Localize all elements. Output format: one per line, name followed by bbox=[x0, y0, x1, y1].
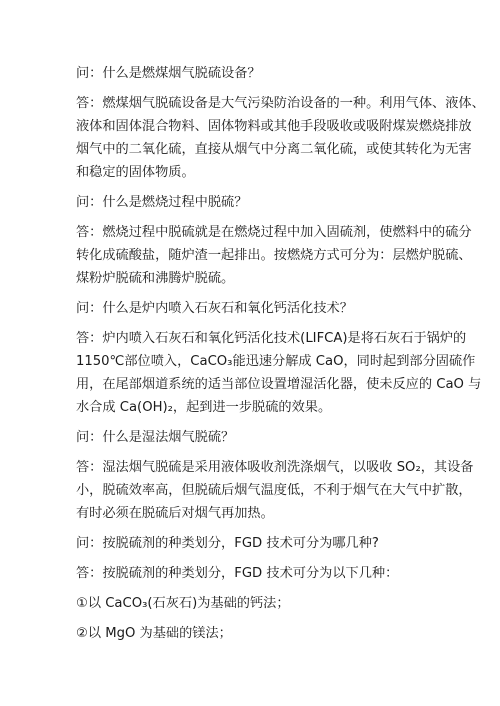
text-line: 转化成硫酸盐，随炉渣一起排出。按燃烧方式可分为：层燃炉脱硫、 bbox=[76, 248, 472, 263]
answer-paragraph bbox=[76, 221, 472, 290]
answer-paragraph bbox=[76, 456, 474, 525]
answer-paragraph bbox=[76, 562, 448, 585]
text-line: 液体和固体混合物料、固体物料或其他手段吸收或吸附煤炭燃烧排放 bbox=[76, 119, 472, 134]
text-line: 问：什么是燃烧过程中脱硫？ bbox=[76, 195, 248, 210]
answer-paragraph bbox=[76, 327, 482, 419]
text-line: 问：什么是燃煤烟气脱硫设备？ bbox=[76, 66, 261, 81]
answer-paragraph bbox=[76, 92, 485, 184]
text-line: 和稳定的固体物质。 bbox=[76, 165, 195, 180]
question-paragraph bbox=[76, 62, 448, 85]
document-body bbox=[76, 62, 485, 652]
text-line: 答：燃煤烟气脱硫设备是大气污染防治设备的一种。利用气体、液体、 bbox=[76, 96, 485, 111]
text-line: 用，在尾部烟道系统的适当部位设置增湿活化器，使未反应的 CaO 与 bbox=[76, 377, 482, 392]
text-line: 问：按脱硫剂的种类划分，FGD 技术可分为哪几种? bbox=[76, 536, 379, 551]
text-line: 1150℃部位喷入，CaCO₃能迅速分解成 CaO，同时起到部分固硫作 bbox=[76, 354, 476, 369]
question-paragraph bbox=[76, 426, 448, 449]
text-line: ①以 CaCO₃(石灰石)为基础的钙法； bbox=[76, 596, 290, 611]
text-line: 问：什么是湿法烟气脱硫？ bbox=[76, 430, 235, 445]
text-line: 小，脱硫效率高，但脱硫后烟气温度低，不利于烟气在大气中扩散， bbox=[76, 483, 472, 498]
text-line: 烟气中的二氧化硫，直接从烟气中分离二氧化硫，或使其转化为无害 bbox=[76, 142, 472, 157]
text-line: 煤粉炉脱硫和沸腾炉脱硫。 bbox=[76, 271, 235, 286]
text-line: 答：湿法烟气脱硫是采用液体吸收剂洗涤烟气，以吸收 SO₂，其设备 bbox=[76, 460, 474, 475]
text-line: ②以 MgO 为基础的镁法； bbox=[76, 626, 232, 641]
text-line: 答：按脱硫剂的种类划分，FGD 技术可分为以下几种： bbox=[76, 566, 399, 581]
question-paragraph bbox=[76, 297, 448, 320]
question-paragraph bbox=[76, 532, 448, 555]
text-line: 问：什么是炉内喷入石灰石和氧化钙活化技术？ bbox=[76, 301, 353, 316]
text-line: 水合成 Ca(OH)₂，起到进一步脱硫的效果。 bbox=[76, 400, 332, 415]
text-line: 答：燃烧过程中脱硫就是在燃烧过程中加入固硫剂，使燃料中的硫分 bbox=[76, 225, 472, 240]
list-item bbox=[76, 622, 448, 645]
text-line: 有时必须在脱硫后对烟气再加热。 bbox=[76, 506, 274, 521]
question-paragraph bbox=[76, 191, 448, 214]
list-item bbox=[76, 592, 448, 615]
text-line: 答：炉内喷入石灰石和氧化钙活化技术(LIFCA)是将石灰石于锅炉的 bbox=[76, 331, 467, 346]
